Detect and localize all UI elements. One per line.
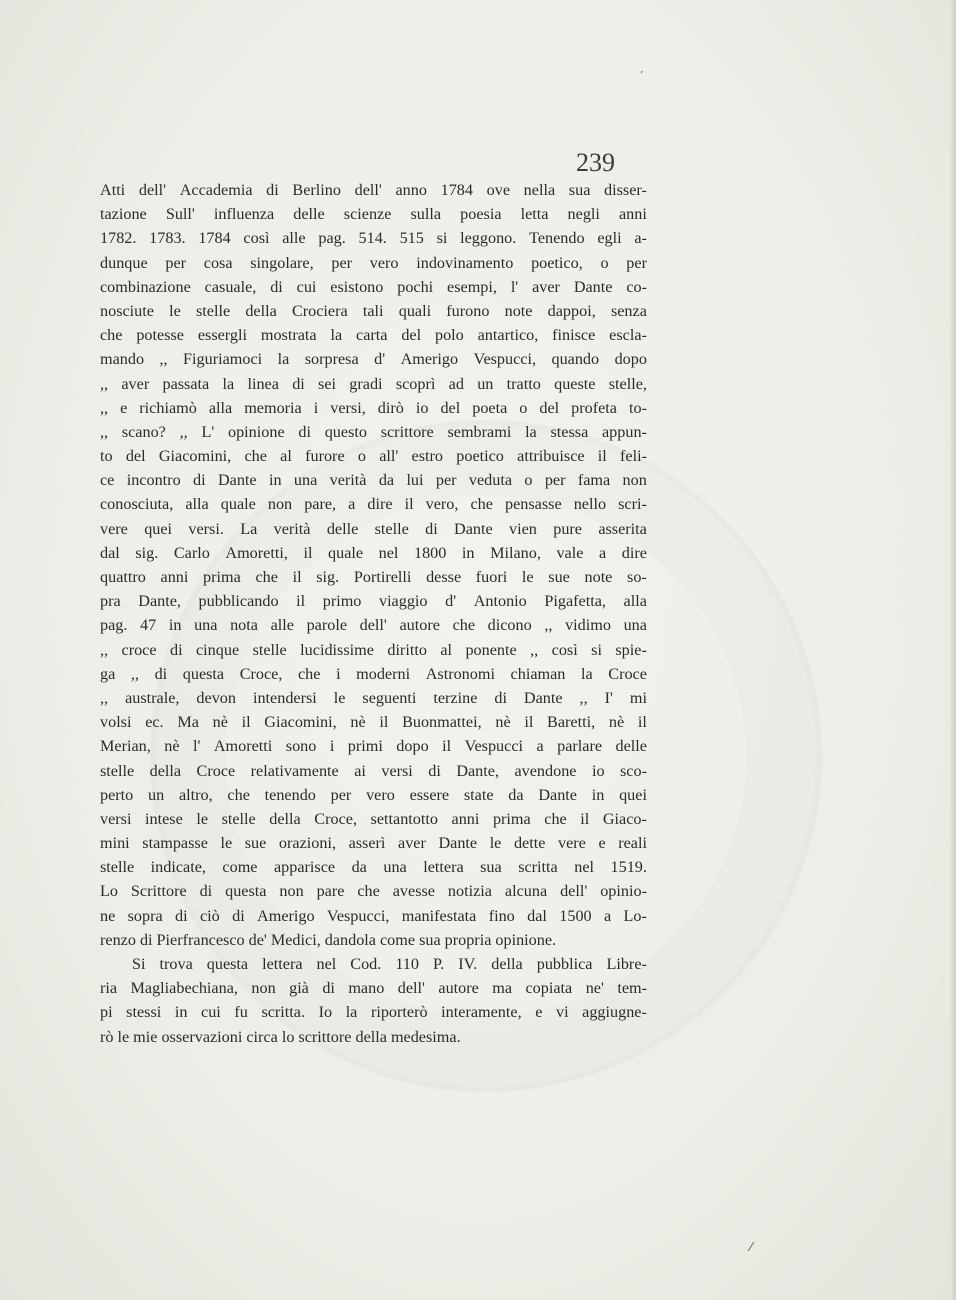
text-line: ne sopra di ciò di Amerigo Vespucci, manifestata fino dal 1500 a Lo- <box>100 906 647 925</box>
text-line: Merian, nè l' Amoretti sono i primi dopo il Vespucci a parlare delle <box>100 737 647 756</box>
text-line: ,, australe, devon intendersi le seguenti terzine di Dante ,, I' mi <box>100 688 647 707</box>
text-line: versi intese le stelle della Croce, settantotto anni prima che il Giaco- <box>100 809 647 828</box>
text-line: to del Giacomini, che al furore o all' estro poetico attribuisce il feli- <box>100 447 647 466</box>
text-line: dal sig. Carlo Amoretti, il quale nel 1800 in Milano, vale a dire <box>100 543 647 562</box>
text-line: ,, aver passata la linea di sei gradi scoprì ad un tratto queste stelle, <box>100 374 647 393</box>
text-line: ,, e richiamò alla memoria i versi, dirò io del poeta o del profeta to- <box>100 398 647 417</box>
text-line: pra Dante, pubblicando il primo viaggio d' Antonio Pigafetta, alla <box>100 592 647 611</box>
text-line: conosciuta, alla quale non pare, a dire il vero, che pensasse nello scri- <box>100 495 647 514</box>
page-number: 239 <box>576 148 615 177</box>
text-line: rò le mie osservazioni circa lo scrittore della medesima. <box>100 1027 461 1046</box>
text-line: ga ,, di questa Croce, che i moderni Astronomi chiaman la Croce <box>100 664 647 683</box>
text-line: stelle della Croce relativamente ai versi di Dante, avendone io sco- <box>100 761 647 780</box>
text-line: Lo Scrittore di questa non pare che avesse notizia alcuna dell' opinio- <box>100 882 647 901</box>
text-line: ,, scano? ,, L' opinione di questo scrittore sembrami la stessa appun- <box>100 422 647 441</box>
text-line: volsi ec. Ma nè il Giacomini, nè il Buonmattei, nè il Baretti, nè il <box>100 713 647 732</box>
text-line: pi stessi in cui fu scritta. Io la riporterò interamente, e vi aggiugne- <box>100 1003 647 1022</box>
text-line: combinazione casuale, di cui esistono pochi esempi, l' aver Dante co- <box>100 277 647 296</box>
text-line: quattro anni prima che il sig. Portirelli desse fuori le sue note so- <box>100 568 647 586</box>
text-line: dunque per cosa singolare, per vero indovinamento poetico, o per <box>100 253 647 272</box>
text-line: renzo di Pierfrancesco de' Medici, dandola come sua propria opinione. <box>100 930 557 949</box>
text-line: ,, croce di cinque stelle lucidissime diritto al ponente ,, così si spie- <box>100 640 647 659</box>
text-line: Atti dell' Accademia di Berlino dell' anno 1784 ove nella sua disser- <box>100 181 647 199</box>
page-edge <box>950 0 956 1300</box>
margin-mark: ⁄ <box>750 1240 753 1254</box>
text-line: nosciute le stelle della Crociera tali quali furono note dappoi, senza <box>100 301 647 320</box>
text-line: che potesse essergli mostrata la carta del polo antartico, finisce escla- <box>100 326 647 345</box>
text-line: perto un altro, che tenendo per vero essere state da Dante in quei <box>100 785 647 804</box>
margin-mark: ’ <box>640 70 644 81</box>
text-line: pag. 47 in una nota alle parole dell' autore che dicono ,, vidimo una <box>100 616 647 635</box>
text-line: mando ,, Figuriamoci la sorpresa d' Amerigo Vespucci, quando dopo <box>100 350 647 369</box>
text-line: mini stampasse le sue orazioni, asserì aver Dante le dette vere e reali <box>100 834 647 853</box>
text-line: Si trova questa lettera nel Cod. 110 P. IV. della pubblica Libre- <box>132 955 647 973</box>
text-line: stelle indicate, come apparisce da una lettera sua scritta nel 1519. <box>100 858 647 877</box>
text-line: ce incontro di Dante in una verità da lui per veduta o per fama non <box>100 471 647 490</box>
text-line: vere quei versi. La verità delle stelle di Dante vien pure asserita <box>100 519 647 538</box>
text-line: 1782. 1783. 1784 così alle pag. 514. 515 si leggono. Tenendo egli a- <box>100 229 647 248</box>
text-line: tazione Sull' influenza delle scienze sulla poesia letta negli anni <box>100 205 647 224</box>
body-text <box>100 178 647 1049</box>
text-line: ria Magliabechiana, non già di mano dell' autore ma copiata ne' tem- <box>100 979 647 998</box>
